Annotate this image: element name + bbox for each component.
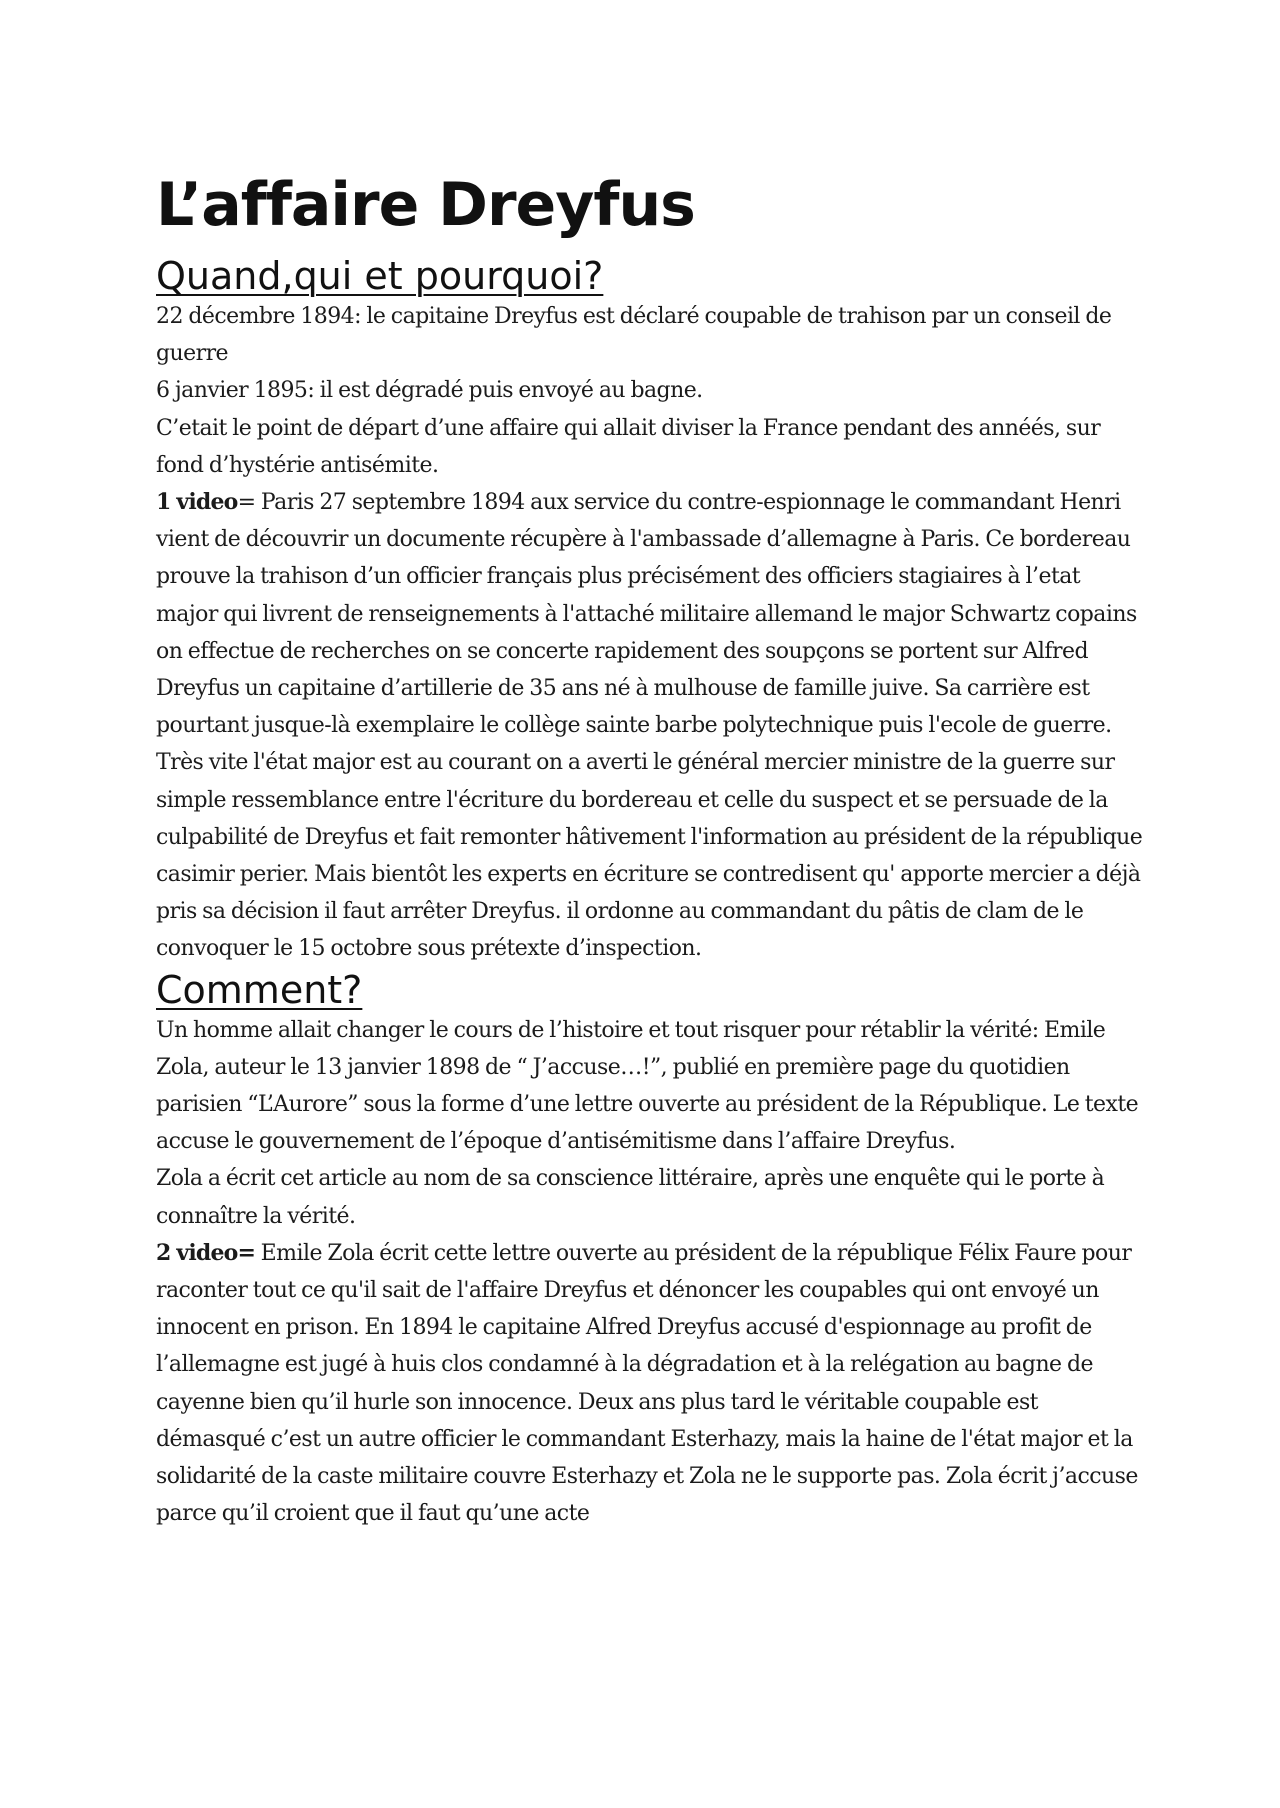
video-2-text: Emile Zola écrit cette lettre ouverte au président de la république Félix Faure pour raconter tout ce qu'il sait de l'affaire Dreyfus et dénoncer les coupables qui ont envoyé un innocent en prison. En 1894 le capitaine Alfred Dreyfus accusé d'espionnage au profit de l’allemagne est jugé à huis clos condamné à la dégradation et à la relégation au bagne de cayenne bien qu’il hurle son innocence. Deux ans plus tard le véritable coupable est démasqué c’est un autre officier le commandant Esterhazy, mais la haine de l'état major et la solidarité de la caste militaire couvre Esterhazy et Zola ne le supporte pas. Zola écrit j’accuse parce qu’il croient que il faut qu’une acte	[156, 1240, 1138, 1527]
paragraph-point-depart: C’etait le point de départ d’une affaire qui allait diviser la France pendant des annéés, sur fond d’hystérie antisémite.	[156, 415, 1101, 478]
video-1-label: 1 video	[156, 489, 238, 516]
paragraph-zola-intro: Un homme allait changer le cours de l’histoire et tout risquer pour rétablir la vérité: Emile Zola, auteur le 13 janvier 1898 de “ J’accuse…!”, publié en première page du quotidien parisien “L’Aurore” sous la forme d’une lettre ouverte au président de la République. Le texte accuse le gouvernement de l’époque d’antisémitisme dans l’affaire Dreyfus.	[156, 1017, 1139, 1155]
document-body	[156, 168, 1146, 1533]
section-heading-comment: Comment?	[156, 967, 363, 1012]
section-heading-quand: Quand,qui et pourquoi?	[156, 254, 604, 298]
paragraph-video-2	[156, 1235, 1146, 1533]
video-2-label: 2 video=	[156, 1239, 256, 1266]
paragraph-zola-conscience: Zola a écrit cet article au nom de sa conscience littéraire, après une enquête qui le porte à connaître la vérité.	[156, 1166, 1105, 1229]
document-title: L’affaire Dreyfus	[156, 170, 695, 240]
video-1-text: = Paris 27 septembre 1894 aux service du contre-espionnage le commandant Henri vient de découvrir un documente récupère à l'ambassade d’allemagne à Paris. Ce bordereau prouve la trahison d’un officier français plus précisément des officiers stagiaires à l’etat major qui livrent de renseignements à l'attaché militaire allemand le major Schwartz copains on effectue de recherches on se concerte rapidement des soupçons se portent sur Alfred Dreyfus un capitaine d’artillerie de 35 ans né à mulhouse de famille juive. Sa carrière est pourtant jusque-là exemplaire le collège sainte barbe polytechnique puis l'ecole de guerre. Très vite l'état major est au courant on a averti le général mercier ministre de la guerre sur simple ressemblance entre l'écriture du bordereau et celle du suspect et se persuade de la culpabilité de Dreyfus et fait remonter hâtivement l'information au président de la république casimir perier. Mais bientôt les experts en écriture se contredisent qu' apporte mercier a déjà pris sa décision il faut arrêter Dreyfus. il ordonne au commandant du pâtis de clam de le convoquer le 15 octobre sous prétexte d’inspection.	[156, 490, 1143, 962]
paragraph-date-1894: 22 décembre 1894: le capitaine Dreyfus est déclaré coupable de trahison par un conseil de guerre	[156, 304, 1112, 367]
paragraph-video-1	[156, 484, 1146, 968]
paragraph-date-1895: 6 janvier 1895: il est dégradé puis envoyé au bagne.	[156, 378, 703, 404]
